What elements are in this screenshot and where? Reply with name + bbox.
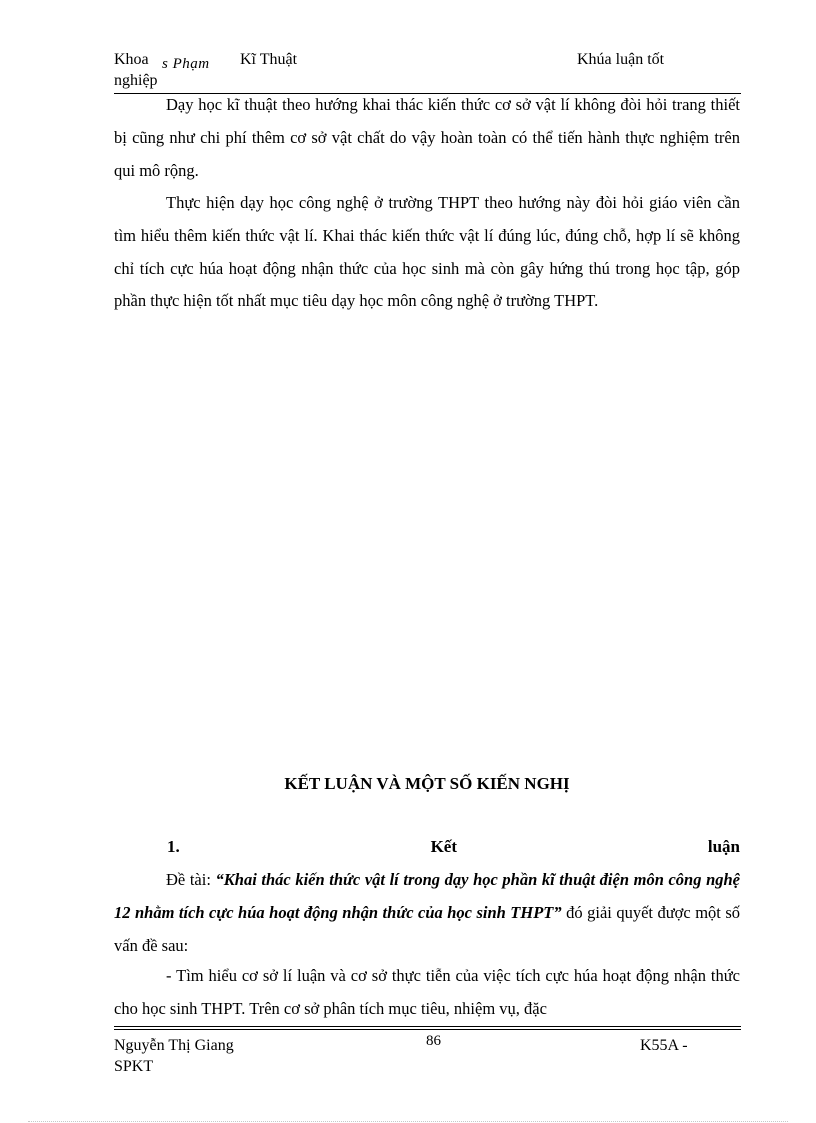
topic-title: “Khai thác kiến thức vật lí trong dạy học phần kĩ thuật điện môn công nghệ 12 nhằm tích cực húa hoạt động nhận thức của học sinh THPT”: [114, 870, 741, 922]
subsection-number: 1.: [167, 837, 180, 856]
section-title: KẾT LUẬN VÀ MỘT SỐ KIẾN NGHỊ: [284, 774, 570, 793]
page-header: [114, 50, 741, 92]
topic-suffix: đó giải quyết được một số vấn đề sau:: [114, 902, 741, 955]
header-faculty-prefix: Khoa: [114, 51, 149, 68]
header-faculty-script: s Phạm: [162, 56, 210, 72]
page-number: 86: [426, 1033, 441, 1049]
page-footer: [114, 1034, 741, 1076]
footer-rule-top: [114, 1026, 741, 1027]
footer-author-line2: SPKT: [114, 1058, 154, 1075]
footer-class-code: K55A -: [640, 1037, 688, 1054]
paragraph-2: Thực hiện dạy học công nghệ ở trường THPT theo hướng này đòi hỏi giáo viên cần tìm hiểu thêm kiến thức vật lí. Khai thác kiến thức vật lí đúng lúc, đúng chỗ, hợp lí sẽ không chỉ tích cực húa hoạt động nhận thức của học sinh mà còn gây hứng thú trong học tập, góp phần thực hiện tốt nhất mục tiêu dạy học môn công nghệ ở trường THPT.: [114, 193, 740, 311]
footer-rule-bottom: [114, 1029, 741, 1030]
page-edge-dotted-line: [28, 1121, 788, 1122]
header-faculty-suffix: Kĩ Thuật: [240, 51, 298, 68]
subsection-heading: [167, 836, 740, 858]
topic-prefix: Đề tài:: [166, 870, 211, 889]
footer-author: Nguyễn Thị Giang: [114, 1037, 234, 1054]
header-faculty-line2: nghiệp: [114, 72, 158, 89]
paragraph-1: Dạy học kĩ thuật theo hướng khai thác kiến thức cơ sở vật lí không đòi hỏi trang thiết bị cũng như chi phí thêm cơ sở vật chất do vậy hoàn toàn có thể tiến hành thực nghiệm trên qui mô rộng.: [114, 95, 740, 180]
header-thesis-label: Khúa luận tốt: [577, 51, 665, 68]
bullet-paragraph: - Tìm hiểu cơ sở lí luận và cơ sở thực tiễn của việc tích cực húa hoạt động nhận thức cho học sinh THPT. Trên cơ sở phân tích mục tiêu, nhiệm vụ, đặc: [114, 966, 740, 1018]
topic-paragraph: [114, 864, 740, 962]
subsection-word-1: Kết: [430, 837, 458, 856]
subsection-word-2: luận: [707, 837, 740, 856]
